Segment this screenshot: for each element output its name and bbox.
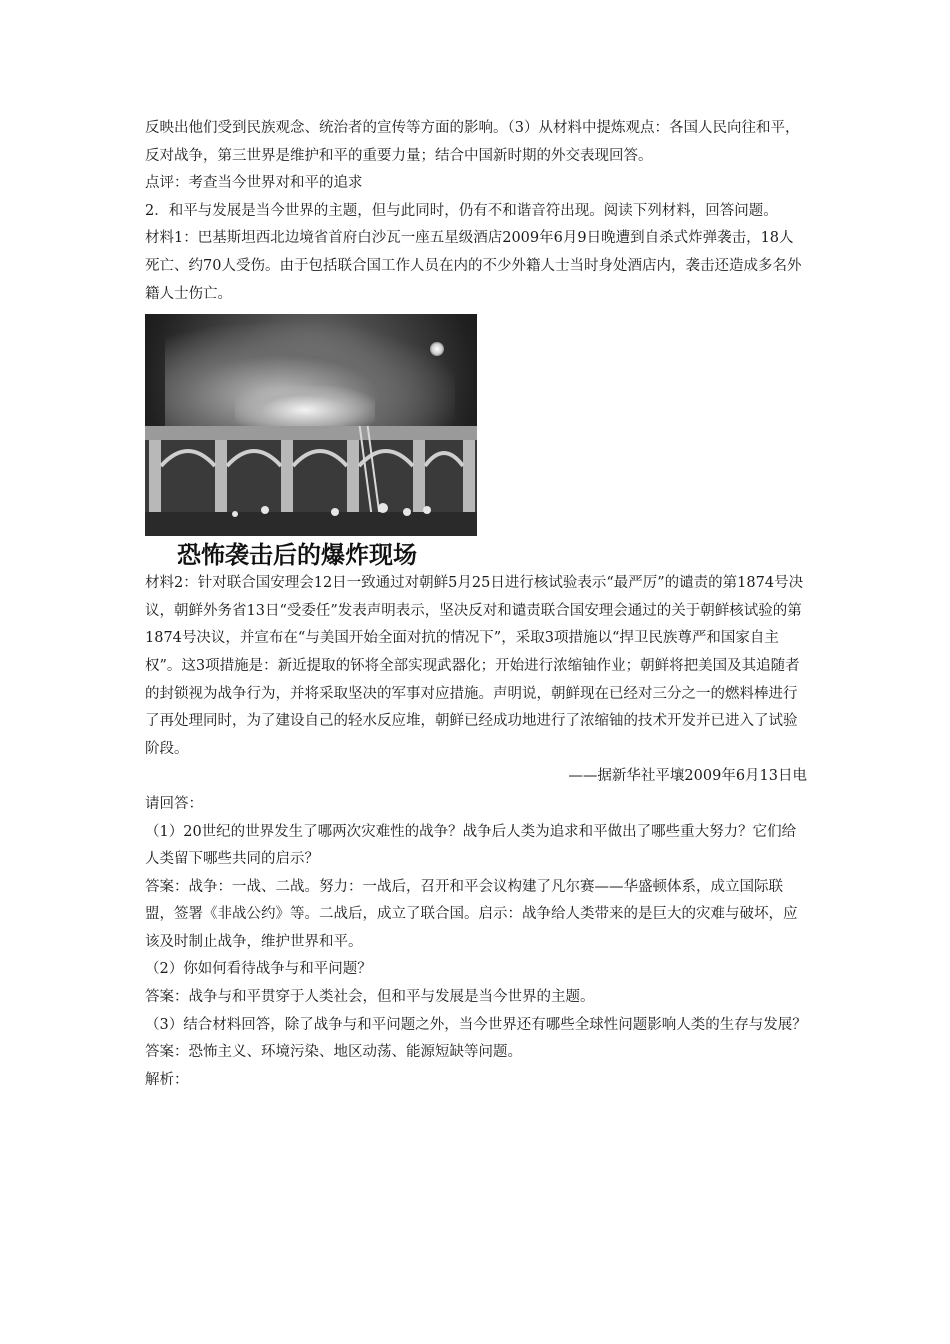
document-page (145, 115, 807, 1094)
photo-caption: 恐怖袭击后的爆炸现场 (177, 541, 417, 570)
building-arcade-icon (145, 426, 477, 536)
paragraph-question-1: （1）20世纪的世界发生了哪两次灾难性的战争？战争后人类为追求和平做出了哪些重大努力？它们给人类留下哪些共同的启示？ (145, 823, 797, 868)
paragraph-question-3: （3）结合材料回答，除了战争与和平问题之外，当今世界还有哪些全球性问题影响人类的生存与发展？ (145, 1016, 807, 1033)
paragraph-answer-continued: 反映出他们受到民族观念、统治者的宣传等方面的影响。（3）从材料中提炼观点：各国人民向往和平，反对战争，第三世界是维护和平的重要力量；结合中国新时期的外交表现回答。 (145, 120, 800, 164)
paragraph-material-2: 材料2：针对联合国安理会12日一致通过对朝鲜5月25日进行核试验表示“最严厉”的谴责的第1874号决议，朝鲜外务省13日“受委任”发表声明表示，坚决反对和谴责联合国安理会通过的关于朝鲜核试验的第1874号决议，并宣布在“与美国开始全面对抗的情况下”，采取3项措施以“捍卫民族尊严和国家自主权”。这3项措施是：新近提取的钚将全部实现武器化；开始进行浓缩铀作业；朝鲜将把美国及其追随者的封锁视为战争行为，并将采取坚决的军事对应措施。声明说，朝鲜现在已经对三分之一的燃料棒进行了再处理同时，为了建设自己的轻水反应堆，朝鲜已经成功地进行了浓缩铀的技术开发并已进入了试验阶段。 (145, 575, 804, 757)
fire-glow (235, 386, 375, 426)
paragraph-question-2b: （2）你如何看待战争与和平问题？ (145, 961, 372, 978)
paragraph-answer-3: 答案：恐怖主义、环境污染、地区动荡、能源短缺等问题。 (145, 1044, 522, 1061)
paragraph-answer-1: 答案：战争：一战、二战。努力：一战后，召开和平会议构建了凡尔赛——华盛顿体系，成立国际联盟，签署《非战公约》等。二战后，成立了联合国。启示：战争给人类带来的是巨大的灾难与破坏，应该及时制止战争，维护世界和平。 (145, 878, 798, 950)
paragraph-analysis: 解析： (145, 1071, 189, 1088)
paragraph-answer-2: 答案：战争与和平贯穿于人类社会，但和平与发展是当今世界的主题。 (145, 989, 595, 1006)
paragraph-please-answer: 请回答： (145, 795, 203, 812)
paragraph-question-2: 2．和平与发展是当今世界的主题，但与此同时，仍有不和谐音符出现。阅读下列材料，回答问题。 (145, 202, 778, 219)
explosion-scene-photo (145, 314, 477, 536)
paragraph-comment: 点评：考查当今世界对和平的追求 (145, 175, 363, 192)
source-line: ——据新华社平壤2009年6月13日电 (568, 768, 807, 785)
paragraph-material-1: 材料1：巴基斯坦西北边境省首府白沙瓦一座五星级酒店2009年6月9日晚遭到自杀式炸弹袭击，18人死亡、约70人受伤。由于包括联合国工作人员在内的不少外籍人士当时身处酒店内，袭击还造成多名外籍人士伤亡。 (145, 230, 802, 302)
